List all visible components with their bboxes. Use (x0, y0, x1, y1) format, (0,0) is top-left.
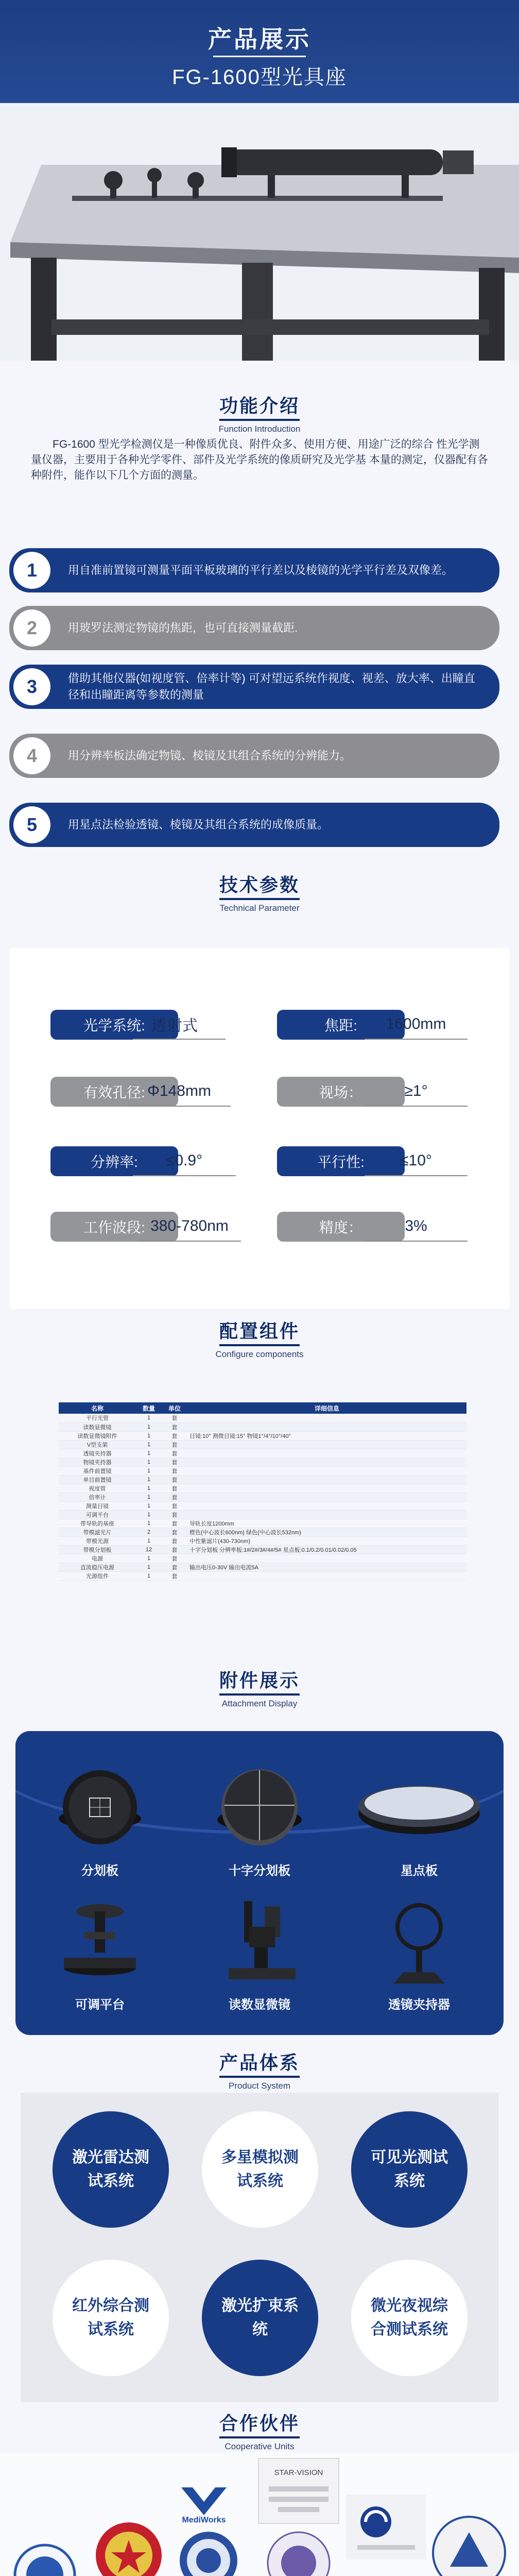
coop-section-header (0, 2409, 519, 2452)
function-section-title: 功能介绍 (219, 392, 300, 421)
feature-number: 4 (13, 737, 50, 774)
system-section-title: 产品体系 (219, 2048, 300, 2078)
config-cell-qty: 2 (136, 1528, 162, 1536)
config-cell-name: 带导轨的基座 (59, 1519, 136, 1528)
config-cell-detail (187, 1449, 466, 1458)
config-table-row (59, 1545, 466, 1554)
config-cell-qty: 1 (136, 1563, 162, 1571)
system-tile[interactable]: 激光扩束系统 (202, 2260, 318, 2376)
config-cell-detail (187, 1422, 466, 1431)
attachment-section-header (0, 1666, 519, 1709)
feature-item (9, 606, 499, 650)
config-table-row (59, 1484, 466, 1493)
config-cell-qty: 1 (136, 1519, 162, 1528)
config-cell-name: 光源组件 (59, 1571, 136, 1580)
param-label-optical-system: 光学系统: (50, 1010, 178, 1040)
star-point-plate-icon (342, 1762, 496, 1855)
config-cell-qty: 1 (136, 1571, 162, 1580)
config-cell-name: 读数显微镜 (59, 1422, 136, 1431)
feature-number: 3 (13, 668, 50, 705)
config-cell-qty: 1 (136, 1431, 162, 1440)
mediworks-logo (166, 2478, 242, 2524)
config-cell-detail (187, 1466, 466, 1475)
param-value-waveband: 380-780nm (138, 1212, 241, 1242)
config-cell-detail (187, 1484, 466, 1493)
config-cell-unit: 套 (162, 1510, 187, 1519)
partner-emblem-logo (93, 2519, 165, 2576)
config-header-detail: 详细信息 (187, 1402, 466, 1414)
param-value-resolution: ≤0.9° (133, 1146, 236, 1176)
config-cell-unit: 套 (162, 1519, 187, 1528)
attachment-name: 读数显微镜 (229, 1998, 290, 2012)
config-cell-name: 读数显微镜附件 (59, 1431, 136, 1440)
config-cell-qty: 1 (136, 1440, 162, 1449)
config-cell-unit: 套 (162, 1466, 187, 1475)
config-cell-unit: 套 (162, 1449, 187, 1458)
config-table-header-row (59, 1402, 466, 1414)
config-table-row (59, 1536, 466, 1545)
config-cell-qty: 1 (136, 1466, 162, 1475)
tech-section-subtitle: Technical Parameter (219, 903, 300, 913)
attachment-lens-holder (342, 1896, 496, 2012)
config-table-row (59, 1501, 466, 1510)
config-cell-detail (187, 1440, 466, 1449)
config-cell-detail (187, 1493, 466, 1501)
function-section-subtitle: Function Introduction (218, 424, 301, 434)
config-table-row (59, 1475, 466, 1484)
config-cell-name: 测量目镜 (59, 1501, 136, 1510)
mediworks-logo-text: MediWorks (182, 2516, 226, 2524)
research-institute-logo (345, 2494, 427, 2561)
param-label-accuracy: 精度： (277, 1212, 405, 1242)
config-cell-unit: 套 (162, 1493, 187, 1501)
hero-title: 产品展示 (208, 26, 311, 53)
config-cell-qty: 1 (136, 1510, 162, 1519)
feature-item (9, 665, 499, 709)
config-cell-detail (187, 1414, 466, 1422)
config-cell-name: 透镜夹持器 (59, 1449, 136, 1458)
optical-bench-photo (0, 103, 519, 361)
tech-section-header (0, 871, 519, 913)
param-label-resolution: 分辨率: (50, 1146, 178, 1176)
config-table-row (59, 1414, 466, 1422)
config-table-row (59, 1571, 466, 1580)
system-panel (21, 2093, 498, 2402)
config-table (59, 1402, 466, 1581)
config-cell-detail (187, 1475, 466, 1484)
config-cell-detail: 橙色(中心波长600nm) 绿色(中心波长532nm) (187, 1528, 466, 1536)
config-cell-name: 平行光管 (59, 1414, 136, 1422)
attachment-name: 透镜夹持器 (388, 1998, 450, 2012)
param-label-waveband: 工作波段: (50, 1212, 178, 1242)
function-section-header (0, 392, 519, 434)
config-cell-detail (187, 1554, 466, 1563)
config-table-body (59, 1414, 466, 1580)
config-section-subtitle: Configure components (215, 1349, 304, 1359)
config-cell-unit: 套 (162, 1440, 187, 1449)
feature-item (9, 803, 499, 847)
config-cell-detail (187, 1501, 466, 1510)
param-label-focal-length: 焦距: (277, 1010, 405, 1040)
config-cell-name: 带模滤光片 (59, 1528, 136, 1536)
config-cell-unit: 套 (162, 1484, 187, 1493)
config-cell-unit: 套 (162, 1554, 187, 1563)
attachment-section-subtitle: Attachment Display (221, 1699, 298, 1708)
feature-text: 借助其他仪器(如视度管、倍率计等) 可对望远系统作视度、视差、放大率、出瞳直径和出瞳距离等参数的测量 (68, 672, 475, 701)
config-table-row (59, 1449, 466, 1458)
param-value-parallelism: ≤10° (365, 1146, 468, 1176)
param-label-field-of-view: 视场： (277, 1077, 405, 1107)
starvision-logo-text: STAR-VISION (274, 2468, 323, 2477)
config-cell-qty: 1 (136, 1536, 162, 1545)
config-header-unit: 单位 (162, 1402, 187, 1414)
config-cell-name: 物镜夹持器 (59, 1458, 136, 1466)
config-cell-unit: 套 (162, 1475, 187, 1484)
university-seal-logo (175, 2530, 242, 2576)
config-cell-name: 电源 (59, 1554, 136, 1563)
config-cell-unit: 套 (162, 1528, 187, 1536)
config-table-row (59, 1528, 466, 1536)
config-cell-detail (187, 1510, 466, 1519)
cross-reticle-icon (182, 1762, 337, 1855)
system-section-subtitle: Product System (229, 2081, 290, 2091)
feature-item (9, 548, 499, 592)
feature-number: 2 (13, 609, 50, 647)
system-tile[interactable]: 可见光测试系统 (351, 2111, 468, 2228)
config-table-row (59, 1563, 466, 1571)
config-table-row (59, 1554, 466, 1563)
config-cell-qty: 1 (136, 1501, 162, 1510)
config-table-row (59, 1440, 466, 1449)
starvision-logo (257, 2458, 340, 2524)
attachment-name: 星点板 (401, 1864, 438, 1878)
ustc-logo (6, 2543, 83, 2576)
adjustable-stage-icon (23, 1896, 177, 1989)
attachment-reading-microscope (182, 1896, 337, 2012)
config-cell-qty: 1 (136, 1554, 162, 1563)
param-value-aperture: Φ148mm (128, 1077, 231, 1107)
config-section-title: 配置组件 (219, 1317, 300, 1346)
config-cell-name: 带模分划板 (59, 1545, 136, 1554)
config-table-row (59, 1519, 466, 1528)
config-section-header (0, 1317, 519, 1360)
config-cell-unit: 套 (162, 1536, 187, 1545)
config-cell-name: 视度管 (59, 1484, 136, 1493)
config-cell-detail: 中性紫滤片(430-730nm) (187, 1536, 466, 1545)
param-value-focal-length: 1600mm (365, 1010, 468, 1040)
hero-banner (0, 0, 519, 361)
system-tile[interactable]: 多星模拟测试系统 (202, 2111, 318, 2228)
param-value-field-of-view: ≥1° (365, 1077, 468, 1107)
config-cell-name: 单目前置镜 (59, 1475, 136, 1484)
config-cell-name: 可调平台 (59, 1510, 136, 1519)
attachment-name: 可调平台 (75, 1998, 125, 2012)
config-cell-unit: 套 (162, 1414, 187, 1422)
attachment-section-title: 附件展示 (219, 1666, 300, 1696)
param-label-aperture: 有效孔径: (50, 1077, 178, 1107)
attachment-star-point-plate (342, 1762, 496, 1878)
param-label-parallelism: 平行性: (277, 1146, 405, 1176)
config-cell-qty: 12 (136, 1545, 162, 1554)
config-cell-detail: 目镜:10° 测微目镜:15° 物镜1°/4°/10°/40° (187, 1431, 466, 1440)
config-table-wrapper (59, 1402, 466, 1581)
attachment-panel (15, 1731, 504, 2035)
config-table-row (59, 1431, 466, 1440)
feature-text: 用星点法检验透镜、棱镜及其组合系统的成像质量。 (68, 818, 329, 831)
config-cell-name: 直流稳压电源 (59, 1563, 136, 1571)
attachment-name: 分划板 (81, 1864, 118, 1878)
config-cell-unit: 套 (162, 1545, 187, 1554)
param-value-accuracy: 3% (365, 1212, 468, 1242)
config-cell-name: 倍率计 (59, 1493, 136, 1501)
hero-subtitle: FG-1600型光具座 (172, 66, 347, 89)
system-tile[interactable]: 微光夜视综合测试系统 (351, 2260, 468, 2376)
feature-item (9, 734, 499, 778)
config-cell-unit: 套 (162, 1422, 187, 1431)
coop-logo-wall (0, 2452, 519, 2576)
param-value-optical-system: 透射式 (133, 1010, 226, 1040)
config-cell-name: V型支架 (59, 1440, 136, 1449)
reticle-plate-icon (23, 1762, 177, 1855)
attachment-adjustable-stage (23, 1896, 177, 2012)
feature-text: 用自准前置镜可测量平面平板玻璃的平行差以及棱镜的光学平行差及双像差。 (68, 564, 454, 577)
config-cell-name: 带模光源 (59, 1536, 136, 1545)
feature-number: 1 (13, 552, 50, 589)
config-cell-qty: 1 (136, 1458, 162, 1466)
config-table-row (59, 1458, 466, 1466)
reading-microscope-icon (182, 1896, 337, 1989)
coop-section-subtitle: Cooperative Units (224, 2442, 295, 2451)
system-tile[interactable]: 红外综合测试系统 (53, 2260, 169, 2376)
attachment-reticle-plate (23, 1762, 177, 1878)
config-cell-detail: 十字分划板 分辨率板:1#/2#/3#/4#/5# 星点板:0.1/0.2/0.01/0.02/0.05 (187, 1545, 466, 1554)
national-center-logo (430, 2514, 508, 2576)
feature-text: 用玻罗法测定物镜的焦距，也可直接测量截距. (68, 621, 298, 634)
config-header-name: 名称 (59, 1402, 136, 1414)
attachment-name: 十字分划板 (229, 1864, 290, 1878)
config-cell-detail: 输出电压0-30V 输出电流5A (187, 1563, 466, 1571)
config-cell-unit: 套 (162, 1458, 187, 1466)
tech-params-panel (9, 874, 510, 1309)
attachment-cross-reticle (182, 1762, 337, 1878)
config-cell-name: 基件前置镜 (59, 1466, 136, 1475)
config-cell-qty: 1 (136, 1475, 162, 1484)
config-cell-detail (187, 1571, 466, 1580)
config-cell-qty: 1 (136, 1493, 162, 1501)
config-header-qty: 数量 (136, 1402, 162, 1414)
config-cell-unit: 套 (162, 1571, 187, 1580)
config-cell-qty: 1 (136, 1449, 162, 1458)
config-cell-unit: 套 (162, 1431, 187, 1440)
config-cell-unit: 套 (162, 1501, 187, 1510)
config-cell-detail (187, 1458, 466, 1466)
config-cell-qty: 1 (136, 1484, 162, 1493)
institute-seal-logo (257, 2530, 340, 2576)
system-section-header (0, 2048, 519, 2091)
config-table-row (59, 1493, 466, 1501)
config-cell-unit: 套 (162, 1563, 187, 1571)
hero-divider (213, 56, 306, 57)
tech-section-title: 技术参数 (219, 871, 300, 900)
function-intro-text: FG-1600 型光学检测仪是一种像质优良、附件众多、使用方便、用途广泛的综合 性光学测量仪器，主要用于各种光学零件、部件及光学系统的像质研究及光学基 本量的测定，仪器配有各种附件，能作以下几个方面的测量。 (31, 438, 488, 481)
config-cell-qty: 1 (136, 1422, 162, 1431)
coop-section-title: 合作伙伴 (219, 2409, 300, 2438)
lens-holder-icon (342, 1896, 496, 1989)
config-table-row (59, 1466, 466, 1475)
feature-number: 5 (13, 806, 50, 843)
config-table-row (59, 1422, 466, 1431)
config-cell-detail: 导轨长度1200mm (187, 1519, 466, 1528)
config-table-row (59, 1510, 466, 1519)
config-cell-qty: 1 (136, 1414, 162, 1422)
feature-text: 用分辨率板法确定物镜、棱镜及其组合系统的分辨能力。 (68, 749, 352, 762)
system-tile[interactable]: 激光雷达测试系统 (53, 2111, 169, 2228)
